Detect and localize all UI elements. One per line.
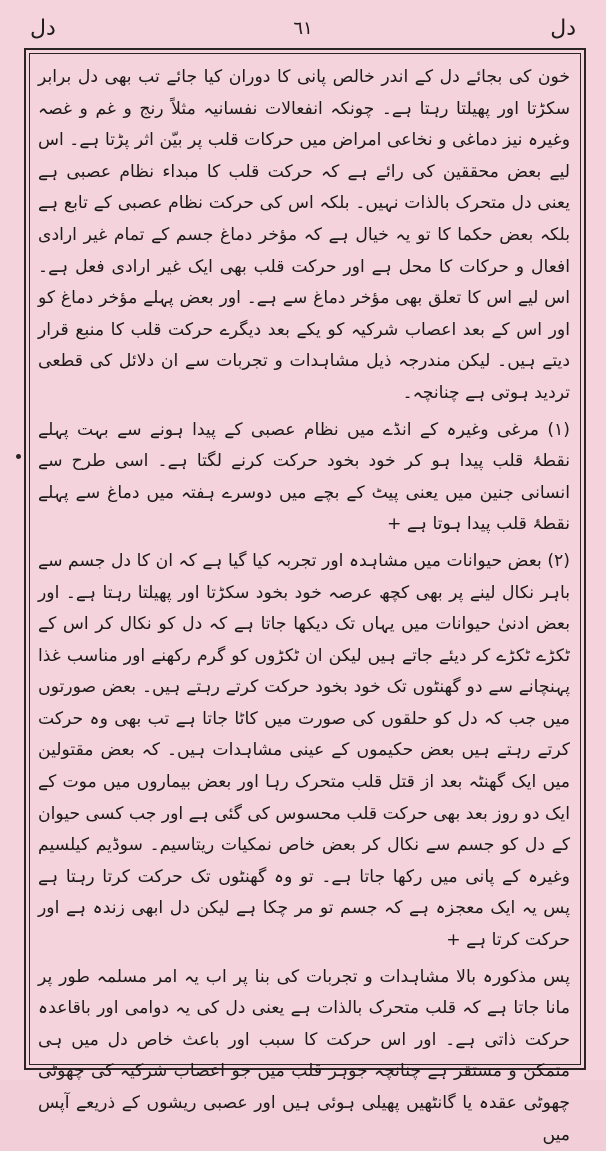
page-body [37, 62, 570, 1145]
paragraph-intro: خون کی بجائے دل کے اندر خالص پانی کا دوران کیا جائے تب بھی دل برابر سکڑتا اور پھیلتا رہتا ہے۔ چونکہ انفعالات نفسانیہ مثلاً رنج و غم و غصہ وغیرہ نیز دماغی و نخاعی امراض میں حرکات قلب پر بیّن اثر پڑتا ہے۔ اس لیے بعض محققین کی رائے ہے کہ حرکت قلب کا مبداء نظام عصبی ہے یعنی دل متحرک بالذات نہیں۔ بلکہ اس کی حرکت نظام عصبی کے تابع ہے بلکہ بعض حکما کا تو یہ خیال ہے کہ مؤخر دماغ جسم کے تمام غیر ارادی افعال و حرکات کا محل ہے اور حرکت قلب بھی ایک غیر ارادی فعل ہے۔ اس لیے اس کا تعلق بھی مؤخر دماغ سے ہے۔ اور بعض پہلے مؤخر دماغ کو اور اس کے بعد اعصاب شرکیہ کو یکے بعد دیگرے حرکت قلب کا منبع قرار دیتے ہیں۔ لیکن مندرجہ ذیل مشاہدات و تجربات سے ان دلائل کی قطعی تردید ہوتی ہے چنانچہ۔ [38, 67, 570, 403]
paragraph-conclusion: پس مذکورہ بالا مشاہدات و تجربات کی بنا پر اب یہ امر مسلمہ طور پر مانا جاتا ہے کہ قلب متحرک بالذات ہے یعنی دل کی یہ دوامی اور باقاعدہ حرکت ذاتی ہے۔ اور اس حرکت کا سبب اور باعث خاص دل میں ہی متمکن و مستقر ہے چنانچہ جوہر قلب میں جو اعصاب شرکیہ کی چھوٹی چھوٹی عقدہ یا گانٹھیں پھیلی ہوئی ہیں اور عصبی ریشوں کے ذریعے آپس میں [38, 966, 570, 1145]
header-title-left: دل [30, 15, 56, 41]
header-title-right: دل [550, 15, 576, 41]
running-header [30, 8, 576, 48]
paragraph-point-2: (۲) بعض حیوانات میں مشاہدہ اور تجربہ کیا گیا ہے کہ ان کا دل جسم سے باہر نکال لینے پر بھی کچھ عرصہ خود بخود سکڑتا اور پھیلتا رہتا ہے۔ اور بعض ادنیٰ حیوانات میں یہاں تک دیکھا جاتا ہے کہ دل کو نکال کر اس کے ٹکڑے ٹکڑے کر دیئے جاتے ہیں لیکن ان ٹکڑوں کو گرم رکھنے اور مناسب غذا پہنچانے سے دو گھنٹوں تک خود بخود حرکت کرتے رہتے ہیں۔ بعض صورتوں میں جب کہ دل کو حلقوں کی صورت میں کاٹا جاتا ہے تب بھی وہ حرکت کرتے رہتے ہیں بعض حکیموں کے عینی مشاہدات ہیں۔ کہ بعض مقتولین میں ایک گھنٹہ بعد از قتل قلب متحرک رہا اور بعض بیماروں میں موت کے ایک دو روز بعد بھی حرکت قلب محسوس کی گئی ہے اور جب کسی حیوان کے دل کو جسم سے نکال کر بعض خاص نمکیات ریتاسیم۔ سوڈیم کیلسیم وغیرہ کے پانی میں رکھا جاتا ہے۔ تو وہ گھنٹوں تک حرکت کرتا رہتا ہے پس یہ ایک معجزہ ہے کہ جسم تو مر چکا ہے لیکن دل ابھی زندہ ہے اور حرکت کرتا ہے + [37, 550, 570, 951]
page-number: ٦١ [293, 17, 313, 39]
margin-dot [16, 454, 21, 459]
paragraph-point-1: (۱) مرغی وغیرہ کے انڈے میں نظام عصبی کے پیدا ہونے سے بہت پہلے نقطۂ قلب پیدا ہو کر خود بخود حرکت کرنے لگتا ہے۔ اسی طرح سے انسانی جنین میں یعنی پیٹ کے بچے میں دوسرے ہفتہ میں دماغ سے پہلے نقطۂ قلب پیدا ہوتا ہے + [38, 419, 570, 535]
